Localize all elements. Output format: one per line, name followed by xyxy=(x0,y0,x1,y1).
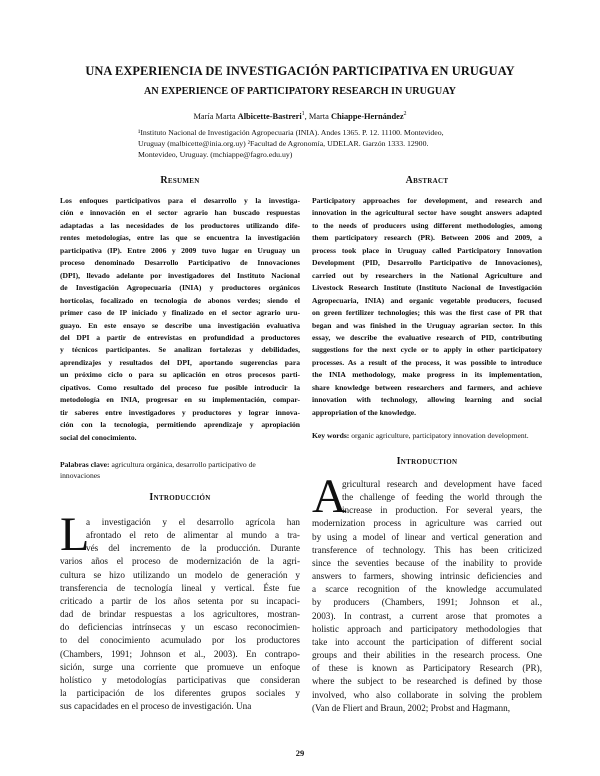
intro-en-body xyxy=(312,470,542,715)
text-line: rentes metodologías, entre las que se encuentra la investigación xyxy=(60,233,300,243)
text-line: dad de brindar respuestas a los agricultores, mostran- xyxy=(60,609,300,620)
text-line: del DPI a partir de entrevistas en profundidad a productores xyxy=(60,332,300,342)
resumen-heading: Resumen xyxy=(160,175,200,186)
keywords-label: Palabras clave: xyxy=(60,460,110,469)
affiliation-line: ¹Instituto Nacional de Investigación Agropecuaria (INIA). Andes 1365. P. 12. 11100. Montevideo, xyxy=(138,128,444,137)
text-line: share knowledge between researchers and farmers, and achieve xyxy=(312,382,542,392)
text-line: cipativos. Como resultado del proceso fue posible introducir la xyxy=(60,382,300,392)
affiliation-line: Montevideo, Uruguay. (mchiappe@fagro.edu.uy) xyxy=(138,150,293,160)
author-separator: , Marta xyxy=(304,111,331,121)
text-line: since the seventies because of the inability to provide xyxy=(312,557,542,568)
text-line: cultura se hizo utilizando un modelo de generación y xyxy=(60,569,300,580)
text-line: holistic approach and participatory methodologies that xyxy=(312,623,542,634)
drop-cap: A xyxy=(312,470,347,523)
text-line: involved, who also collaborate in solving the problem xyxy=(312,689,542,700)
text-line: criticado a partir de los años setenta por su incapaci- xyxy=(60,595,300,606)
intro-en-heading: Introduction xyxy=(396,456,458,467)
text-line: transferencia de tecnología lineal y vertical. Éste fue xyxy=(60,582,300,593)
text-line: sición, surge una corriente que promueve un enfoque xyxy=(60,661,300,672)
text-line: do deficiencias intrínsecas y un escaso reconocimien- xyxy=(60,622,300,633)
text-line: carried out by researchers in the National Agriculture and xyxy=(312,270,542,280)
author-1-last: Albicette-Bastreri xyxy=(237,111,302,121)
text-line: Agropecuaria, INIA) and organic vegetable producers, focused xyxy=(312,295,542,305)
resumen-keywords xyxy=(60,459,300,481)
author-1-sup: 1 xyxy=(301,111,305,117)
text-line: (DPI), llevado adelante por investigadores del Instituto Nacional xyxy=(60,270,300,280)
text-line: suggestions for the next cycle or to apply in other participatory xyxy=(312,345,542,355)
keywords-text: organic agriculture, participatory innovation development. xyxy=(349,431,529,440)
abstract-heading: Abstract xyxy=(405,175,449,186)
text-line: modernization process in agriculture was carried out xyxy=(312,518,542,529)
text-line: the challenge of feeding the world through the xyxy=(342,492,542,503)
text-line: the INIA methodology, make progress in its implementation, xyxy=(312,370,542,380)
text-line: a investigación y el desarrollo agrícola han xyxy=(86,517,300,527)
text-line: (Chambers, 1991; Johnson et al., 2003). En contrapo- xyxy=(60,648,300,659)
text-line: by using a model of linear and vertical generation and xyxy=(312,531,542,542)
text-line: them participatory research (PR). Between 2006 and 2009, a xyxy=(312,233,542,243)
text-line: proceso denominado Desarrollo Participativo de Innovaciones xyxy=(60,258,300,268)
text-line: Livestock Research Institute (Instituto Nacional de Investigación xyxy=(312,283,542,293)
text-line: sus capacidades en el proceso de investigación. Una xyxy=(60,701,252,712)
text-line: innovation with technology, allowing learning and social xyxy=(312,395,542,405)
text-line: vés del incremento de la producción. Durante xyxy=(86,543,300,554)
text-line: tir saberes entre investigadores y productores y lograr innova- xyxy=(60,407,300,417)
affiliations xyxy=(138,127,464,161)
text-line: processes. As a result of the process, it was possible to introduce xyxy=(312,357,542,367)
text-line: de Investigación Agropecuaria (INIA) y productores orgánicos xyxy=(60,283,300,293)
text-line: social del conocimiento. xyxy=(60,432,137,442)
text-line: y técnicos participantes. Se analizan fortalezas y debilidades, xyxy=(60,345,300,355)
abstract-keywords xyxy=(312,430,542,441)
text-line: where the subject to be researched is defined by those xyxy=(312,676,542,687)
text-line: began and was finished in the Uruguay agrarian sector. In this xyxy=(312,320,542,330)
text-line: adaptadas a las necesidades de los productores utilizando dife- xyxy=(60,220,300,230)
text-line: la participación de los diferentes grupos sociales y xyxy=(60,688,300,699)
keywords-text-cont: innovaciones xyxy=(60,471,101,480)
page-number: 29 xyxy=(295,748,305,758)
intro-es-body xyxy=(60,508,300,713)
author-2-sup: 2 xyxy=(403,111,407,117)
text-line: ción e innovación en el sector agrario han buscado respuestas xyxy=(60,208,300,218)
affiliation-line: Uruguay (malbicette@inia.org.uy) ²Facultad de Agronomía, UDELAR. Garzón 1333. 12900. xyxy=(138,139,429,149)
text-line: 2003). In contrast, a current arose that promotes a xyxy=(312,610,542,621)
author-1-first: María Marta xyxy=(193,111,238,121)
text-line: participativa (IP). Entre 2006 y 2009 tuvo lugar en Uruguay un xyxy=(60,245,300,255)
text-line: afrontado el reto de alimentar al mundo a tra- xyxy=(86,530,300,541)
keywords-label: Key words: xyxy=(312,431,350,440)
text-line: groups and their abilities in the research process. One xyxy=(312,650,542,661)
text-line: process took place in Uruguay called Participatory Innovation xyxy=(312,245,542,255)
text-line: aprendizajes y resultados del DPI, aportando sugerencias para xyxy=(60,357,300,367)
text-line: Participatory approaches for development, and research and xyxy=(312,196,542,205)
abstract-body xyxy=(312,195,542,419)
article-title: UNA EXPERIENCIA DE INVESTIGACIÓN PARTICIPATIVA EN URUGUAY xyxy=(85,64,515,78)
text-line: hortícolas, focalizado en tecnología de abonos verdes; siendo el xyxy=(60,295,300,305)
text-line: Development (PID, Desarrollo Participativo de Innovaciones), xyxy=(312,258,542,268)
text-line: guayo. En este ensayo se describe una investigación evaluativa xyxy=(60,320,300,330)
text-line: essay, we describe the evaluative research of PID, contributing xyxy=(312,332,542,342)
text-line: gricultural research and development have faced xyxy=(342,479,542,489)
text-line: answers to farmers, showing intrinsic deficiencies and xyxy=(312,571,542,582)
text-line: holístico y metodologías participativas que consideran xyxy=(60,674,300,685)
text-line: primer caso de IP iniciado y finalizado en el sector agrario uru- xyxy=(60,308,300,318)
text-line: (Van de Fliert and Braun, 2002; Probst and Hagmann, xyxy=(312,702,511,713)
authors xyxy=(0,111,600,121)
text-line: of these is known as Participatory Research (PR), xyxy=(312,663,542,674)
text-line: by producers (Chambers, 1991; Johnson et al., xyxy=(312,597,542,608)
text-line: take into account the participation of different social xyxy=(312,636,542,647)
text-line: metodología en INIA, progresar en su implementación, compar- xyxy=(60,395,300,405)
text-line: increase in production. For several years, the xyxy=(342,505,542,516)
resumen-body xyxy=(60,195,300,444)
text-line: to del conocimiento acumulado por los productores xyxy=(60,635,300,646)
text-line: Los enfoques participativos para el desarrollo y la investiga- xyxy=(60,196,300,205)
text-line: varios años el proceso de modernización de la agri- xyxy=(60,556,300,567)
text-line: ción con la tecnología, permitiendo aprendizaje y apropiación xyxy=(60,420,300,430)
author-2-last: Chiappe-Hernández xyxy=(330,111,404,121)
text-line: transference of technology. This has been criticized xyxy=(312,544,542,555)
intro-es-heading: Introducción xyxy=(149,492,211,503)
keywords-text: agricultura orgánica, desarrollo participativo de xyxy=(109,460,256,469)
text-line: a scarce recognition of the knowledge accumulated xyxy=(312,584,542,595)
text-line: appropriation of the knowledge. xyxy=(312,407,417,417)
drop-cap: L xyxy=(60,508,90,561)
text-line: un próximo ciclo o para su aplicación en otros procesos parti- xyxy=(60,370,300,380)
article-subtitle: AN EXPERIENCE OF PARTICIPATORY RESEARCH IN URUGUAY xyxy=(143,86,457,97)
text-line: on green fertilizer technologies; this was the first case of PR that xyxy=(312,308,542,318)
text-line: innovation in the agricultural sector have sought answers adapted xyxy=(312,208,542,218)
text-line: to the needs of producers using different methodologies, among xyxy=(312,220,542,230)
